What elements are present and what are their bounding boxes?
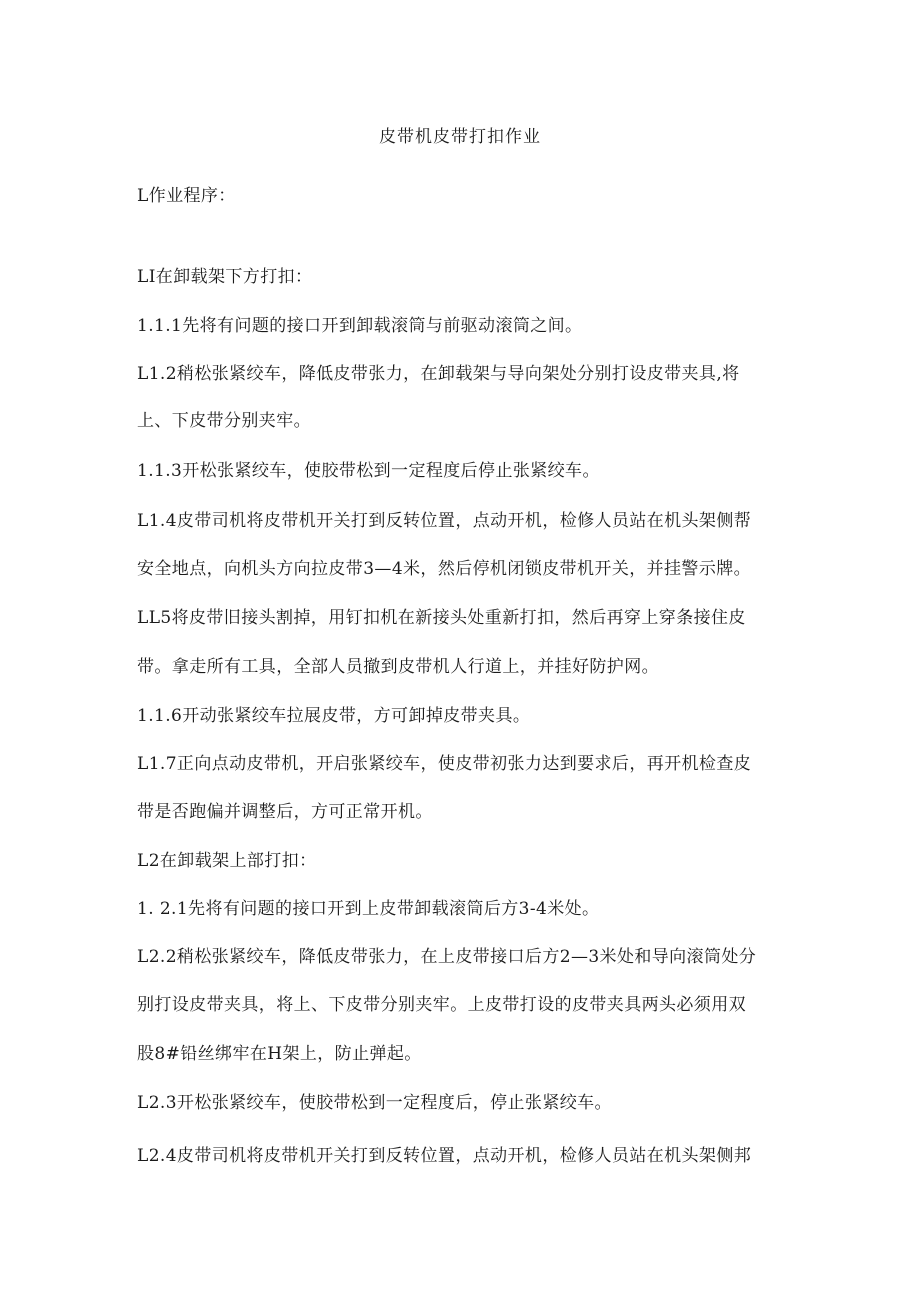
text-line: 别打设皮带夹具，将上、下皮带分别夹牢。上皮带打设的皮带夹具两头必须用双 bbox=[137, 995, 746, 1015]
text-line: 股8#铅丝绑牢在H架上，防止弹起。 bbox=[137, 1044, 422, 1064]
text-line: L2.3开松张紧绞车，使胶带松到一定程度后，停止张紧绞车。 bbox=[137, 1093, 612, 1113]
text-line: 1. 2.1先将有问题的接口开到上皮带卸载滚筒后方3-4米处。 bbox=[137, 899, 600, 919]
text-line: L1.4皮带司机将皮带机开关打到反转位置，点动开机，检修人员站在机头架侧帮 bbox=[137, 511, 752, 531]
text-line: 1.1.1先将有问题的接口开到卸载滚筒与前驱动滚筒之间。 bbox=[137, 316, 583, 336]
text-line: 1.1.3开松张紧绞车，使胶带松到一定程度后停止张紧绞车。 bbox=[137, 461, 600, 481]
text-line: L2.2稍松张紧绞车，降低皮带张力，在上皮带接口后方2—3米处和导向滚筒处分 bbox=[137, 947, 757, 967]
text-line: L1.7正向点动皮带机，开启张紧绞车，使皮带初张力达到要求后，再开机检查皮 bbox=[137, 754, 752, 774]
document-title: 皮带机皮带打扣作业 bbox=[379, 127, 541, 147]
text-line: 带。拿走所有工具，全部人员撤到皮带机人行道上，并挂好防护网。 bbox=[137, 657, 659, 677]
text-line: L1.2稍松张紧绞车，降低皮带张力，在卸载架与导向架处分别打设皮带夹具,将 bbox=[137, 364, 740, 384]
text-line: LI在卸载架下方打扣： bbox=[137, 267, 313, 287]
text-line: L2在卸载架上部打扣： bbox=[137, 851, 317, 871]
text-line: LL5将皮带旧接头割掉，用钉扣机在新接头处重新打扣，然后再穿上穿条接住皮 bbox=[137, 608, 746, 628]
text-line: 1.1.6开动张紧绞车拉展皮带，方可卸掉皮带夹具。 bbox=[137, 706, 531, 726]
text-line: L作业程序： bbox=[137, 186, 236, 206]
text-line: L2.4皮带司机将皮带机开关打到反转位置，点动开机，检修人员站在机头架侧邦 bbox=[137, 1146, 752, 1166]
text-line: 带是否跑偏并调整后，方可正常开机。 bbox=[137, 802, 433, 822]
text-line: 安全地点，向机头方向拉皮带3—4米，然后停机闭锁皮带机开关，并挂警示牌。 bbox=[137, 559, 752, 579]
text-line: 上、下皮带分别夹牢。 bbox=[137, 411, 311, 431]
